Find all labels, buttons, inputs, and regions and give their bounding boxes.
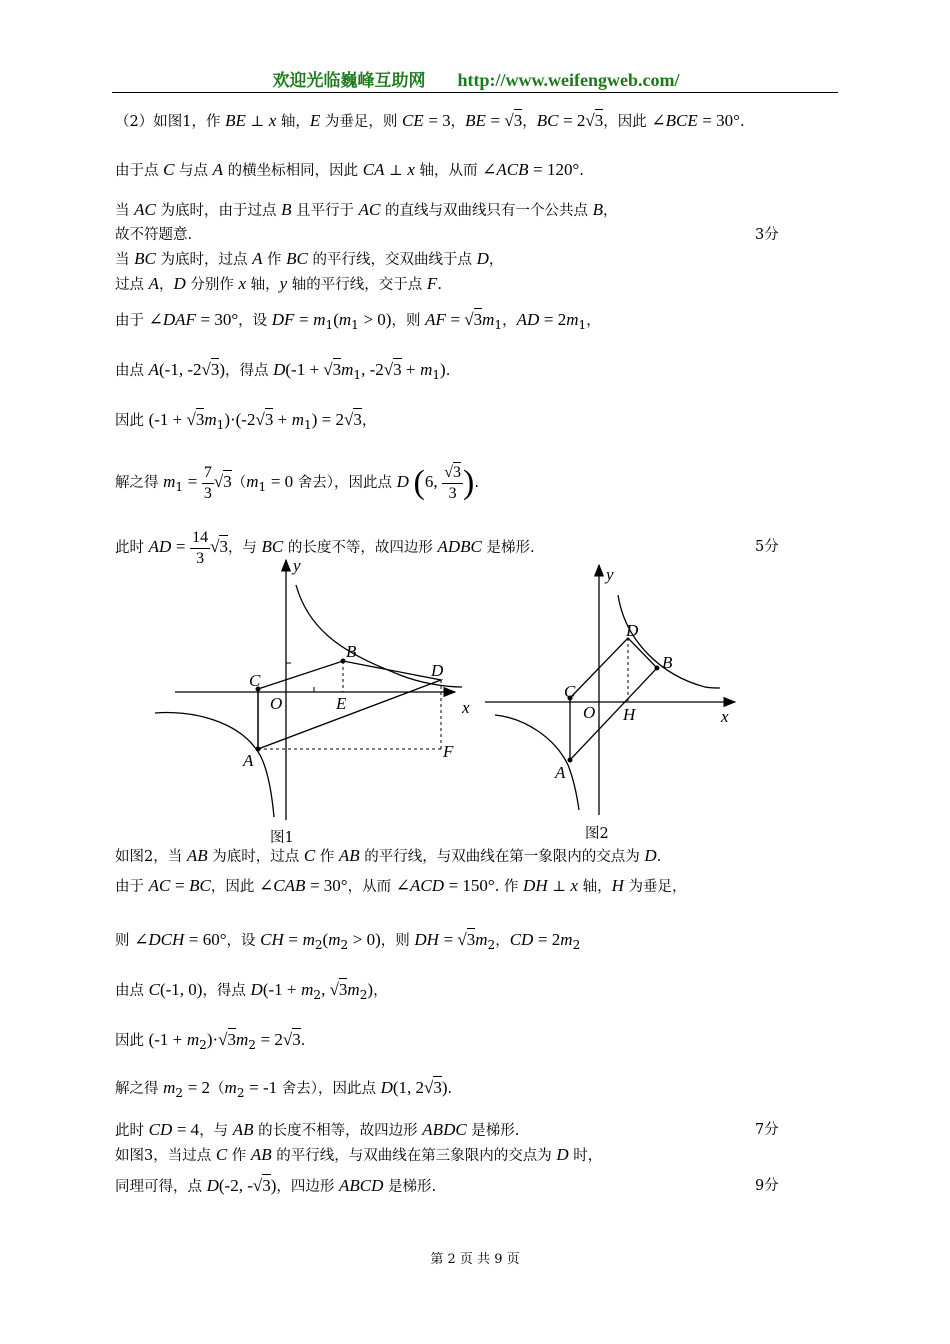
line-20: 同理可得，点 D(-2, -√3)，四边形 ABCD 是梯形. (115, 1176, 437, 1195)
fig1-label-y: y (293, 556, 301, 575)
line-9: 因此 $(-1 + √3m_1)\cdot(-2√3 + m_1) = 2√3$， (115, 410, 377, 432)
score-9: 9分 (755, 1178, 779, 1194)
fig2-label-y: y (606, 565, 614, 584)
line-7: 由于 ∠DAF = 30°，设 DF = $m_1(m_1 > 0)$，则 AF = $√3m_1$，AD = $2m_1$， (115, 310, 601, 332)
figure-2-caption: 图2 (585, 826, 609, 842)
page-footer: 第 2 页 共 9 页 (430, 1252, 520, 1267)
line-3: 当 AC 为底时，由于过点 B 且平行于 AC 的直线与双曲线只有一个公共点 B， (115, 200, 618, 219)
line-17: 解之得 $m_2 = 2(m_2 = -1$ 舍去），因此点 D(1, 2√3). (115, 1078, 453, 1100)
fig1-label-O: O (270, 694, 283, 713)
fig1-label-E: E (336, 694, 347, 713)
line-14: 则 ∠DCH = 60°，设 CH = $m_2(m_2 > 0)$，则 DH = $√3m_2$，CD = $2m_2$ (115, 930, 581, 952)
fig1-label-F: F (443, 742, 454, 761)
line-6: 过点 A，D 分别作 x 轴，y 轴的平行线，交于点 F. (115, 274, 442, 293)
line-19: 如图3，当过点 C 作 AB 的平行线，与双曲线在第三象限内的交点为 D 时， (115, 1145, 603, 1164)
site-url[interactable]: http://www.weifengweb.com/ (457, 70, 680, 90)
fig1-label-B: B (346, 642, 357, 661)
site-name: 欢迎光临巍峰互助网 (272, 71, 426, 91)
fig2-label-x: x (721, 707, 729, 726)
figure-2 (480, 560, 750, 820)
line-2: 由于点 C 与点 A 的横坐标相同，因此 CA ⊥ x 轴，从而 ∠ACB = 120°. (115, 160, 584, 179)
fig2-label-H: H (623, 705, 636, 724)
fig1-label-D: D (431, 661, 444, 680)
page-header (112, 66, 840, 91)
fig1-hyperbola-q3 (155, 712, 274, 817)
figure-1-caption: 图1 (270, 830, 294, 846)
line-5: 当 BC 为底时，过点 A 作 BC 的平行线，交双曲线于点 D， (115, 249, 504, 268)
fig2-label-D: D (626, 621, 639, 640)
score-7: 7分 (755, 1122, 779, 1138)
fig2-label-C: C (564, 682, 576, 701)
line-8: 由点 A(-1, -2√3)，得点 $D(-1 + √3m_1$, $-2√3 + m_1$). (115, 360, 451, 382)
line-16: 因此 $(-1 + m_2)\cdot√3m_2 = 2√3$. (115, 1030, 306, 1052)
fig2-label-O: O (583, 703, 596, 722)
fig1-label-C: C (249, 671, 261, 690)
fig1-label-x: x (462, 698, 470, 717)
fig2-hyperbola-q3 (495, 715, 579, 810)
score-3: 3分 (755, 227, 779, 243)
line-18: 此时 CD = 4，与 AB 的长度不相等，故四边形 ABDC 是梯形. (115, 1120, 520, 1139)
line-13: 由于 AC = BC，因此 ∠CAB = 30°，从而 ∠ACD = 150°. 作 DH ⊥ x 轴，H 为垂足， (115, 876, 687, 895)
fig2-label-B: B (662, 653, 673, 672)
line-4: 故不符题意. (115, 227, 193, 243)
line-12: 如图2，当 AB 为底时，过点 C 作 AB 的平行线，与双曲线在第一象限内的交点为 D. (115, 846, 662, 865)
line-1: （2）如图1，作 BE ⊥ x 轴，E 为垂足，则 CE = 3，BE = √3，BC = 2√3，因此 ∠BCE = 30°. (115, 111, 745, 130)
figure-1 (150, 555, 480, 825)
line-10: 解之得 $m_1$ = $\frac{7}{3}$ $√3(m_1 = 0$ 舍去），因此点 D (6, $\frac{√3}{3}$ ). (115, 463, 479, 502)
header-rule (112, 92, 838, 93)
fig2-label-A: A (555, 763, 566, 782)
fig1-label-A: A (243, 751, 254, 770)
line-15: 由点 C(-1, 0)，得点 $D(-1 + m_2$, $√3m_2$)， (115, 980, 388, 1002)
line-11: 此时 AD = $\frac{14}{3}$ √3，与 BC 的长度不等，故四边形 ADBC 是梯形. (115, 528, 535, 567)
score-5: 5分 (755, 539, 779, 555)
fig2-hyperbola-q1 (618, 595, 720, 688)
fig2-trapezoid (570, 638, 657, 760)
